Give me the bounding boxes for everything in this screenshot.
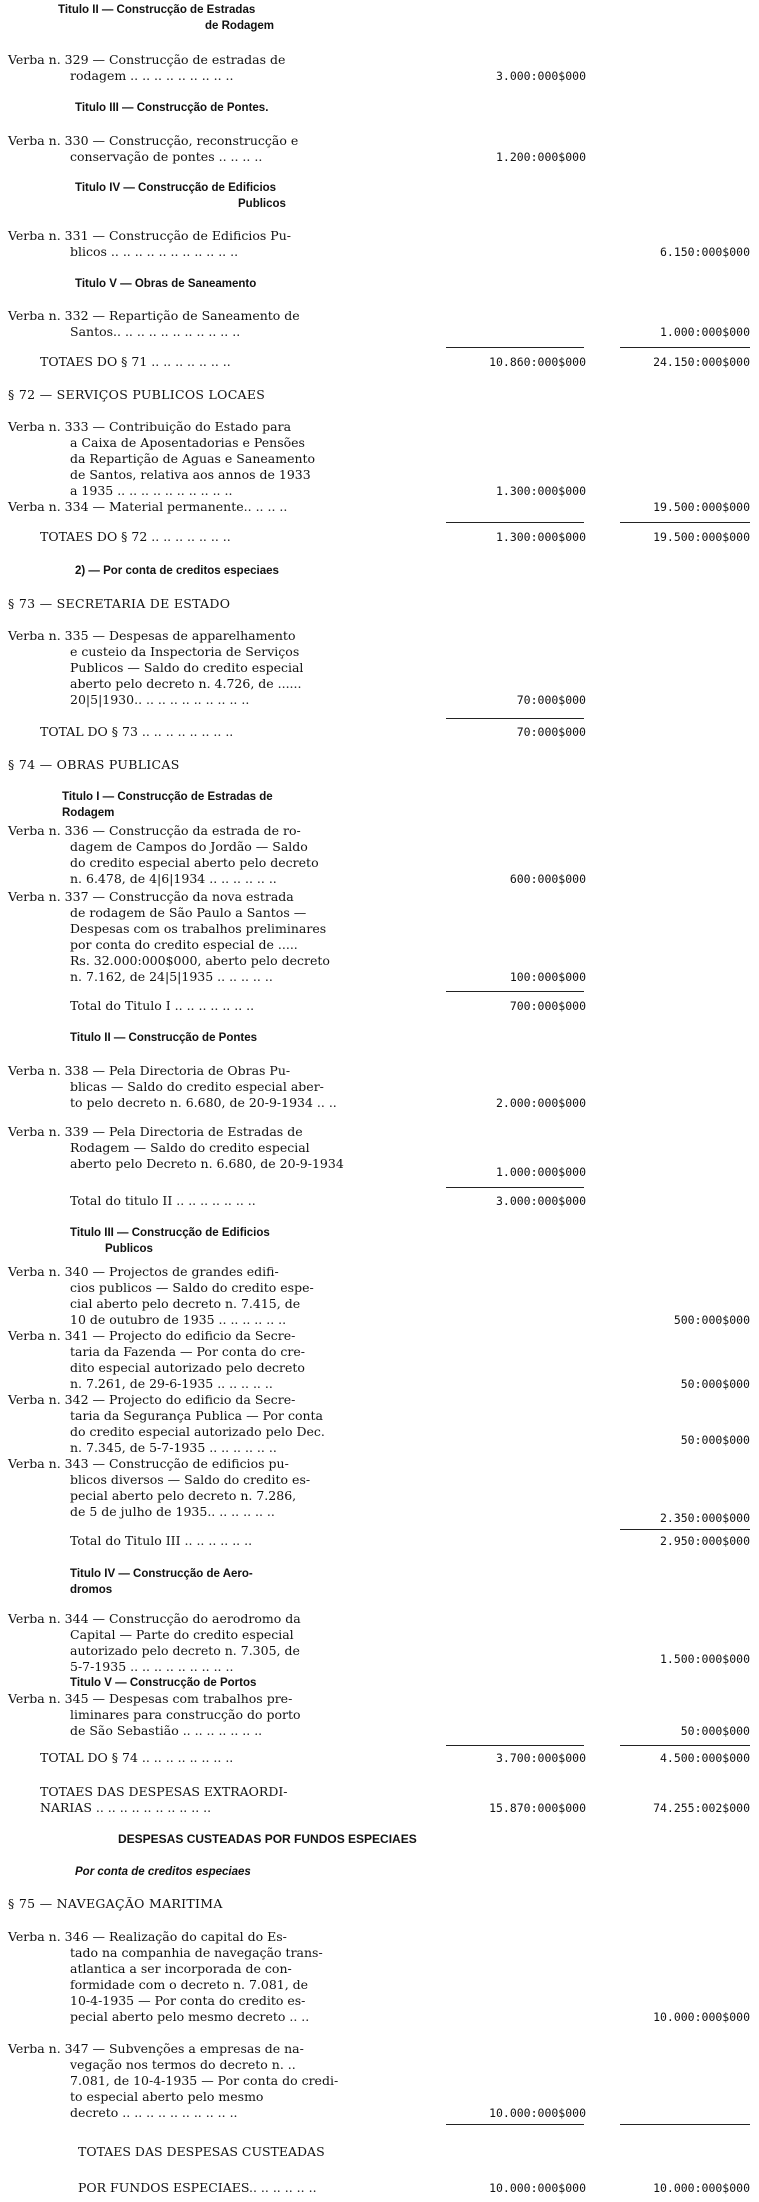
amount: 19.500:000$000 <box>653 530 750 544</box>
verba-line: aberto pelo decreto n. 4.726, de ...... <box>70 676 302 691</box>
verba-line: do credito especial aberto pelo decreto <box>70 855 319 870</box>
verba-line: Verba n. 329 — Construcção de estradas de <box>8 52 286 67</box>
verba-line: Verba n. 332 — Repartição de Saneamento de <box>8 308 300 323</box>
verba-line: da Repartição de Aguas e Saneamento <box>70 451 316 466</box>
rule <box>620 347 750 348</box>
verba-line: dagem de Campos do Jordão — Saldo <box>70 839 308 854</box>
amount: 10.000:000$000 <box>489 2106 586 2120</box>
amount: 1.500:000$000 <box>659 1652 750 1666</box>
verba-line: to especial aberto pelo mesmo <box>70 2089 264 2104</box>
verba-line: Verba n. 330 — Construcção, reconstrucção e <box>8 133 299 148</box>
verba-line: Verba n. 335 — Despesas de apparelhamento <box>8 628 296 643</box>
amount: 500:000$000 <box>673 1313 750 1327</box>
verba-line: Verba n. 341 — Projecto do edificio da Secre- <box>8 1328 296 1343</box>
verba-line: 7.081, de 10-4-1935 — Por conta do credi- <box>70 2073 339 2088</box>
rule <box>620 2124 750 2125</box>
total-line: POR FUNDOS ESPECIAES.. .. .. .. .. .. <box>78 2180 317 2195</box>
verba-line: a Caixa de Aposentadorias e Pensões <box>70 435 305 450</box>
title-heading: Titulo II — Construcção de Estradas <box>58 4 256 16</box>
rule <box>446 991 584 992</box>
verba-line: tado na companhia de navegação trans- <box>70 1945 323 1960</box>
section-heading: § 73 — SECRETARIA DE ESTADO <box>8 596 231 611</box>
verba-line: Verba n. 343 — Construcção de edificios pu- <box>8 1456 289 1471</box>
verba-line: a 1935 .. .. .. .. .. .. .. .. .. .. <box>70 483 233 498</box>
amount: 2.350:000$000 <box>659 1511 750 1525</box>
amount: 4.500:000$000 <box>659 1751 750 1765</box>
rule <box>446 347 584 348</box>
amount: 1.000:000$000 <box>659 325 750 339</box>
verba-line: decreto .. .. .. .. .. .. .. .. .. .. <box>70 2105 238 2120</box>
verba-line: de Santos, relativa aos annos de 1933 <box>70 467 311 482</box>
amount: 1.000:000$000 <box>495 1165 586 1179</box>
verba-line: de rodagem de São Paulo a Santos — <box>70 905 307 920</box>
verba-line: Santos.. .. .. .. .. .. .. .. .. .. .. <box>70 324 241 339</box>
title-heading: Titulo IV — Construcção de Edificios <box>75 182 277 194</box>
verba-line: Verba n. 344 — Construcção do aerodromo da <box>8 1611 301 1626</box>
verba-line: autorizado pelo decreto n. 7.305, de <box>70 1643 300 1658</box>
title-heading: Titulo III — Construcção de Pontes. <box>75 102 269 114</box>
total-line: Total do Titulo I .. .. .. .. .. .. .. <box>70 998 255 1013</box>
verba-line: Verba n. 336 — Construcção da estrada de ro- <box>8 823 301 838</box>
amount: 10.000:000$000 <box>653 2010 750 2024</box>
amount: 15.870:000$000 <box>489 1801 586 1815</box>
verba-line: de 5 de julho de 1935.. .. .. .. .. .. <box>70 1504 275 1519</box>
amount: 70:000$000 <box>516 725 586 739</box>
verba-line: de São Sebastião .. .. .. .. .. .. .. <box>70 1723 263 1738</box>
verba-line: n. 6.478, de 4|6|1934 .. .. .. .. .. .. <box>70 871 277 886</box>
verba-line: conservação de pontes .. .. .. .. <box>70 149 263 164</box>
verba-line: aberto pelo Decreto n. 6.680, de 20-9-1934 <box>70 1156 344 1171</box>
verba-line: Verba n. 346 — Realização do capital do Es- <box>8 1929 287 1944</box>
amount: 2.950:000$000 <box>659 1534 750 1548</box>
amount: 50:000$000 <box>680 1724 750 1738</box>
amount: 1.300:000$000 <box>495 484 586 498</box>
title-heading: Titulo V — Obras de Saneamento <box>75 278 257 290</box>
verba-line: blicos .. .. .. .. .. .. .. .. .. .. .. <box>70 244 239 259</box>
amount: 3.700:000$000 <box>495 1751 586 1765</box>
title-heading: Titulo V — Construcção de Portos <box>70 1677 257 1689</box>
verba-line: blicos diversos — Saldo do credito es- <box>70 1472 311 1487</box>
verba-line: formidade com o decreto n. 7.081, de <box>70 1977 309 1992</box>
verba-line: liminares para construcção do porto <box>70 1707 301 1722</box>
verba-line: 5-7-1935 .. .. .. .. .. .. .. .. .. <box>70 1659 234 1674</box>
verba-line: 10-4-1935 — Por conta do credito es- <box>70 1993 306 2008</box>
verba-line: pecial aberto pelo mesmo decreto .. .. <box>70 2009 310 2024</box>
amount: 600:000$000 <box>509 872 586 886</box>
verba-line: Verba n. 331 — Construcção de Edificios Pu- <box>8 228 291 243</box>
rule <box>620 1529 750 1530</box>
total-line: Total do titulo II .. .. .. .. .. .. .. <box>70 1193 256 1208</box>
amount: 70:000$000 <box>516 693 586 707</box>
verba-line: rodagem .. .. .. .. .. .. .. .. .. <box>70 68 234 83</box>
verba-line: n. 7.162, de 24|5|1935 .. .. .. .. .. <box>70 969 273 984</box>
title-heading: Titulo III — Construcção de Edificios <box>70 1227 270 1239</box>
amount: 10.860:000$000 <box>489 355 586 369</box>
total-line: TOTAES DAS DESPESAS CUSTEADAS <box>78 2144 325 2159</box>
rule <box>446 522 584 523</box>
verba-line: Verba n. 345 — Despesas com trabalhos pre- <box>8 1691 293 1706</box>
total-line: Total do Titulo III .. .. .. .. .. .. <box>70 1533 253 1548</box>
amount: 10.000:000$000 <box>489 2181 586 2195</box>
amount: 50:000$000 <box>680 1433 750 1447</box>
section-heading: § 75 — NAVEGAÇÃO MARITIMA <box>8 1896 223 1911</box>
amount: 100:000$000 <box>509 970 586 984</box>
verba-line: cios publicos — Saldo do credito espe- <box>70 1280 314 1295</box>
amount: 3.000:000$000 <box>495 69 586 83</box>
title-heading: de Rodagem <box>205 20 275 32</box>
verba-line: 10 de outubro de 1935 .. .. .. .. .. .. <box>70 1312 287 1327</box>
verba-line: por conta do credito especial de ..... <box>70 937 298 952</box>
amount: 1.200:000$000 <box>495 150 586 164</box>
amount: 74.255:002$000 <box>653 1801 750 1815</box>
verba-line: Verba n. 334 — Material permanente.. .. .. .. <box>8 499 288 514</box>
verba-line: Verba n. 342 — Projecto do edificio da Secre- <box>8 1392 296 1407</box>
section-heading: § 74 — OBRAS PUBLICAS <box>8 757 180 772</box>
verba-line: Rodagem — Saldo do credito especial <box>70 1140 310 1155</box>
amount: 19.500:000$000 <box>653 500 750 514</box>
amount: 50:000$000 <box>680 1377 750 1391</box>
total-line: TOTAES DO § 71 .. .. .. .. .. .. .. <box>40 354 231 369</box>
verba-line: atlantica a ser incorporada de con- <box>70 1961 292 1976</box>
part-heading: DESPESAS CUSTEADAS POR FUNDOS ESPECIAES <box>118 1832 417 1846</box>
title-heading: Publicos <box>238 198 286 210</box>
verba-line: Verba n. 338 — Pela Directoria de Obras Pu- <box>8 1063 291 1078</box>
rule <box>620 1745 750 1746</box>
title-heading: Publicos <box>105 1243 153 1255</box>
verba-line: 20|5|1930.. .. .. .. .. .. .. .. .. .. <box>70 692 250 707</box>
title-heading: Rodagem <box>62 807 115 819</box>
amount: 10.000:000$000 <box>653 2181 750 2195</box>
verba-line: Verba n. 337 — Construcção da nova estrada <box>8 889 294 904</box>
verba-line: to pelo decreto n. 6.680, de 20-9-1934 .. .. <box>70 1095 337 1110</box>
verba-line: e custeio da Inspectoria de Serviços <box>70 644 300 659</box>
rule <box>446 2124 584 2125</box>
verba-line: blicas — Saldo do credito especial aber- <box>70 1079 324 1094</box>
rule <box>446 1187 584 1188</box>
amount: 1.300:000$000 <box>495 530 586 544</box>
verba-line: taria da Fazenda — Por conta do cre- <box>70 1344 306 1359</box>
verba-line: vegação nos termos do decreto n. .. <box>70 2057 296 2072</box>
verba-line: do credito especial autorizado pelo Dec. <box>70 1424 325 1439</box>
verba-line: cial aberto pelo decreto n. 7.415, de <box>70 1296 301 1311</box>
verba-line: Publicos — Saldo do credito especial <box>70 660 304 675</box>
title-heading: dromos <box>70 1584 113 1596</box>
verba-line: Verba n. 340 — Projectos de grandes edifi- <box>8 1264 279 1279</box>
verba-line: n. 7.261, de 29-6-1935 .. .. .. .. .. <box>70 1376 273 1391</box>
verba-line: Verba n. 333 — Contribuição do Estado para <box>8 419 292 434</box>
section-heading: § 72 — SERVIÇOS PUBLICOS LOCAES <box>8 387 266 402</box>
verba-line: Despesas com os trabalhos preliminares <box>70 921 327 936</box>
amount: 2.000:000$000 <box>495 1096 586 1110</box>
verba-line: Capital — Parte do credito especial <box>70 1627 294 1642</box>
verba-line: pecial aberto pelo decreto n. 7.286, <box>70 1488 297 1503</box>
rule <box>446 1745 584 1746</box>
amount: 3.000:000$000 <box>495 1194 586 1208</box>
total-line: TOTAES DAS DESPESAS EXTRAORDI- <box>40 1784 288 1799</box>
total-line: TOTAL DO § 73 .. .. .. .. .. .. .. .. <box>40 724 234 739</box>
amount: 24.150:000$000 <box>653 355 750 369</box>
verba-line: dito especial autorizado pelo decreto <box>70 1360 305 1375</box>
subsection-heading: 2) — Por conta de creditos especiaes <box>75 565 279 577</box>
title-heading: Titulo II — Construcção de Pontes <box>70 1032 258 1044</box>
amount: 700:000$000 <box>509 999 586 1013</box>
amount: 6.150:000$000 <box>659 245 750 259</box>
verba-line: taria da Segurança Publica — Por conta <box>70 1408 324 1423</box>
verba-line: Verba n. 347 — Subvenções a empresas de na- <box>8 2041 304 2056</box>
total-line: TOTAL DO § 74 .. .. .. .. .. .. .. .. <box>40 1750 234 1765</box>
verba-line: Rs. 32.000:000$000, aberto pelo decreto <box>70 953 330 968</box>
total-line: TOTAES DO § 72 .. .. .. .. .. .. .. <box>40 529 231 544</box>
title-heading: Titulo I — Construcção de Estradas de <box>62 791 273 803</box>
total-line: NARIAS .. .. .. .. .. .. .. .. .. .. <box>40 1800 212 1815</box>
rule <box>446 718 584 719</box>
verba-line: Verba n. 339 — Pela Directoria de Estradas de <box>8 1124 303 1139</box>
rule <box>620 522 750 523</box>
subsection-heading: Por conta de creditos especiaes <box>75 1866 251 1878</box>
title-heading: Titulo IV — Construcção de Aero- <box>70 1568 253 1580</box>
verba-line: n. 7.345, de 5-7-1935 .. .. .. .. .. .. <box>70 1440 277 1455</box>
